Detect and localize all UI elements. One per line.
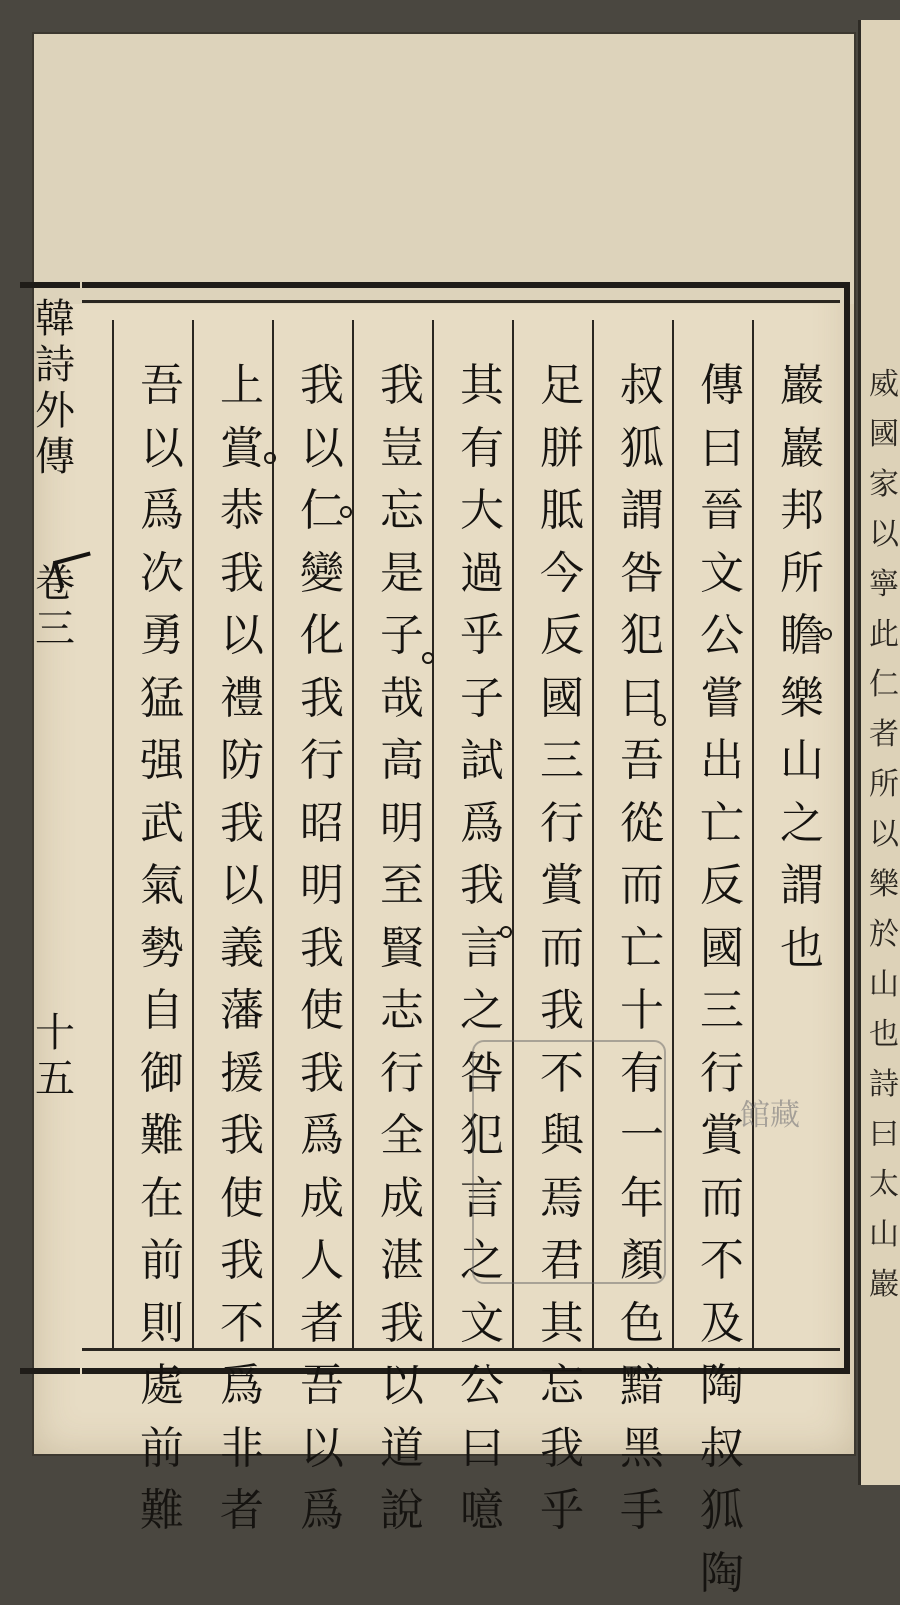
column-rule bbox=[752, 320, 754, 1348]
stamp-text: 館藏 bbox=[740, 1098, 800, 1133]
column-rule bbox=[352, 320, 354, 1348]
text-column-5: 其有大過乎子試爲我言之咎犯言之文公曰噫 bbox=[460, 360, 504, 1536]
punctuation-mark bbox=[820, 628, 832, 640]
book-title: 韓詩外傳 bbox=[35, 296, 75, 480]
column-rule bbox=[672, 320, 674, 1348]
page-number: 十五 bbox=[35, 1010, 75, 1102]
punctuation-mark bbox=[422, 652, 434, 664]
column-rule bbox=[192, 320, 194, 1348]
punctuation-mark bbox=[654, 714, 666, 726]
frame-inner-top-rule bbox=[82, 300, 840, 303]
text-column-6: 我豈忘是子哉高明至賢志行全成湛我以道說 bbox=[380, 360, 424, 1536]
text-column-9: 吾以爲次勇猛强武氣勢自御難在前則處前難 bbox=[140, 360, 184, 1536]
library-stamp bbox=[472, 1040, 666, 1284]
punctuation-mark bbox=[264, 452, 276, 464]
text-column-1: 巖巖邦所瞻樂山之謂也 bbox=[780, 360, 824, 974]
text-column-8: 上賞恭我以禮防我以義藩援我使我不爲非者 bbox=[220, 360, 264, 1536]
punctuation-mark bbox=[340, 506, 352, 518]
text-column-7: 我以仁變化我行昭明我使我爲成人者吾以爲 bbox=[300, 360, 344, 1536]
text-column-4: 足胼胝今反國三行賞而我不與焉君其忘我乎 bbox=[540, 360, 584, 1536]
text-column-3: 叔狐謂咎犯曰吾從而亡十有一年顏色黯黑手 bbox=[620, 360, 664, 1536]
adjacent-page-text: 威國家以寧此仁者所以樂於山也詩曰太山巖 bbox=[869, 367, 899, 1302]
column-rule bbox=[272, 320, 274, 1348]
punctuation-mark bbox=[500, 926, 512, 938]
adjacent-page-strip bbox=[858, 20, 900, 1485]
column-rule bbox=[432, 320, 434, 1348]
page-top-stain bbox=[34, 34, 854, 304]
text-column-2: 傳曰晉文公嘗出亡反國三行賞而不及陶叔狐陶 bbox=[700, 360, 744, 1599]
column-rule bbox=[112, 320, 114, 1348]
volume-label: 卷三 bbox=[35, 560, 75, 652]
